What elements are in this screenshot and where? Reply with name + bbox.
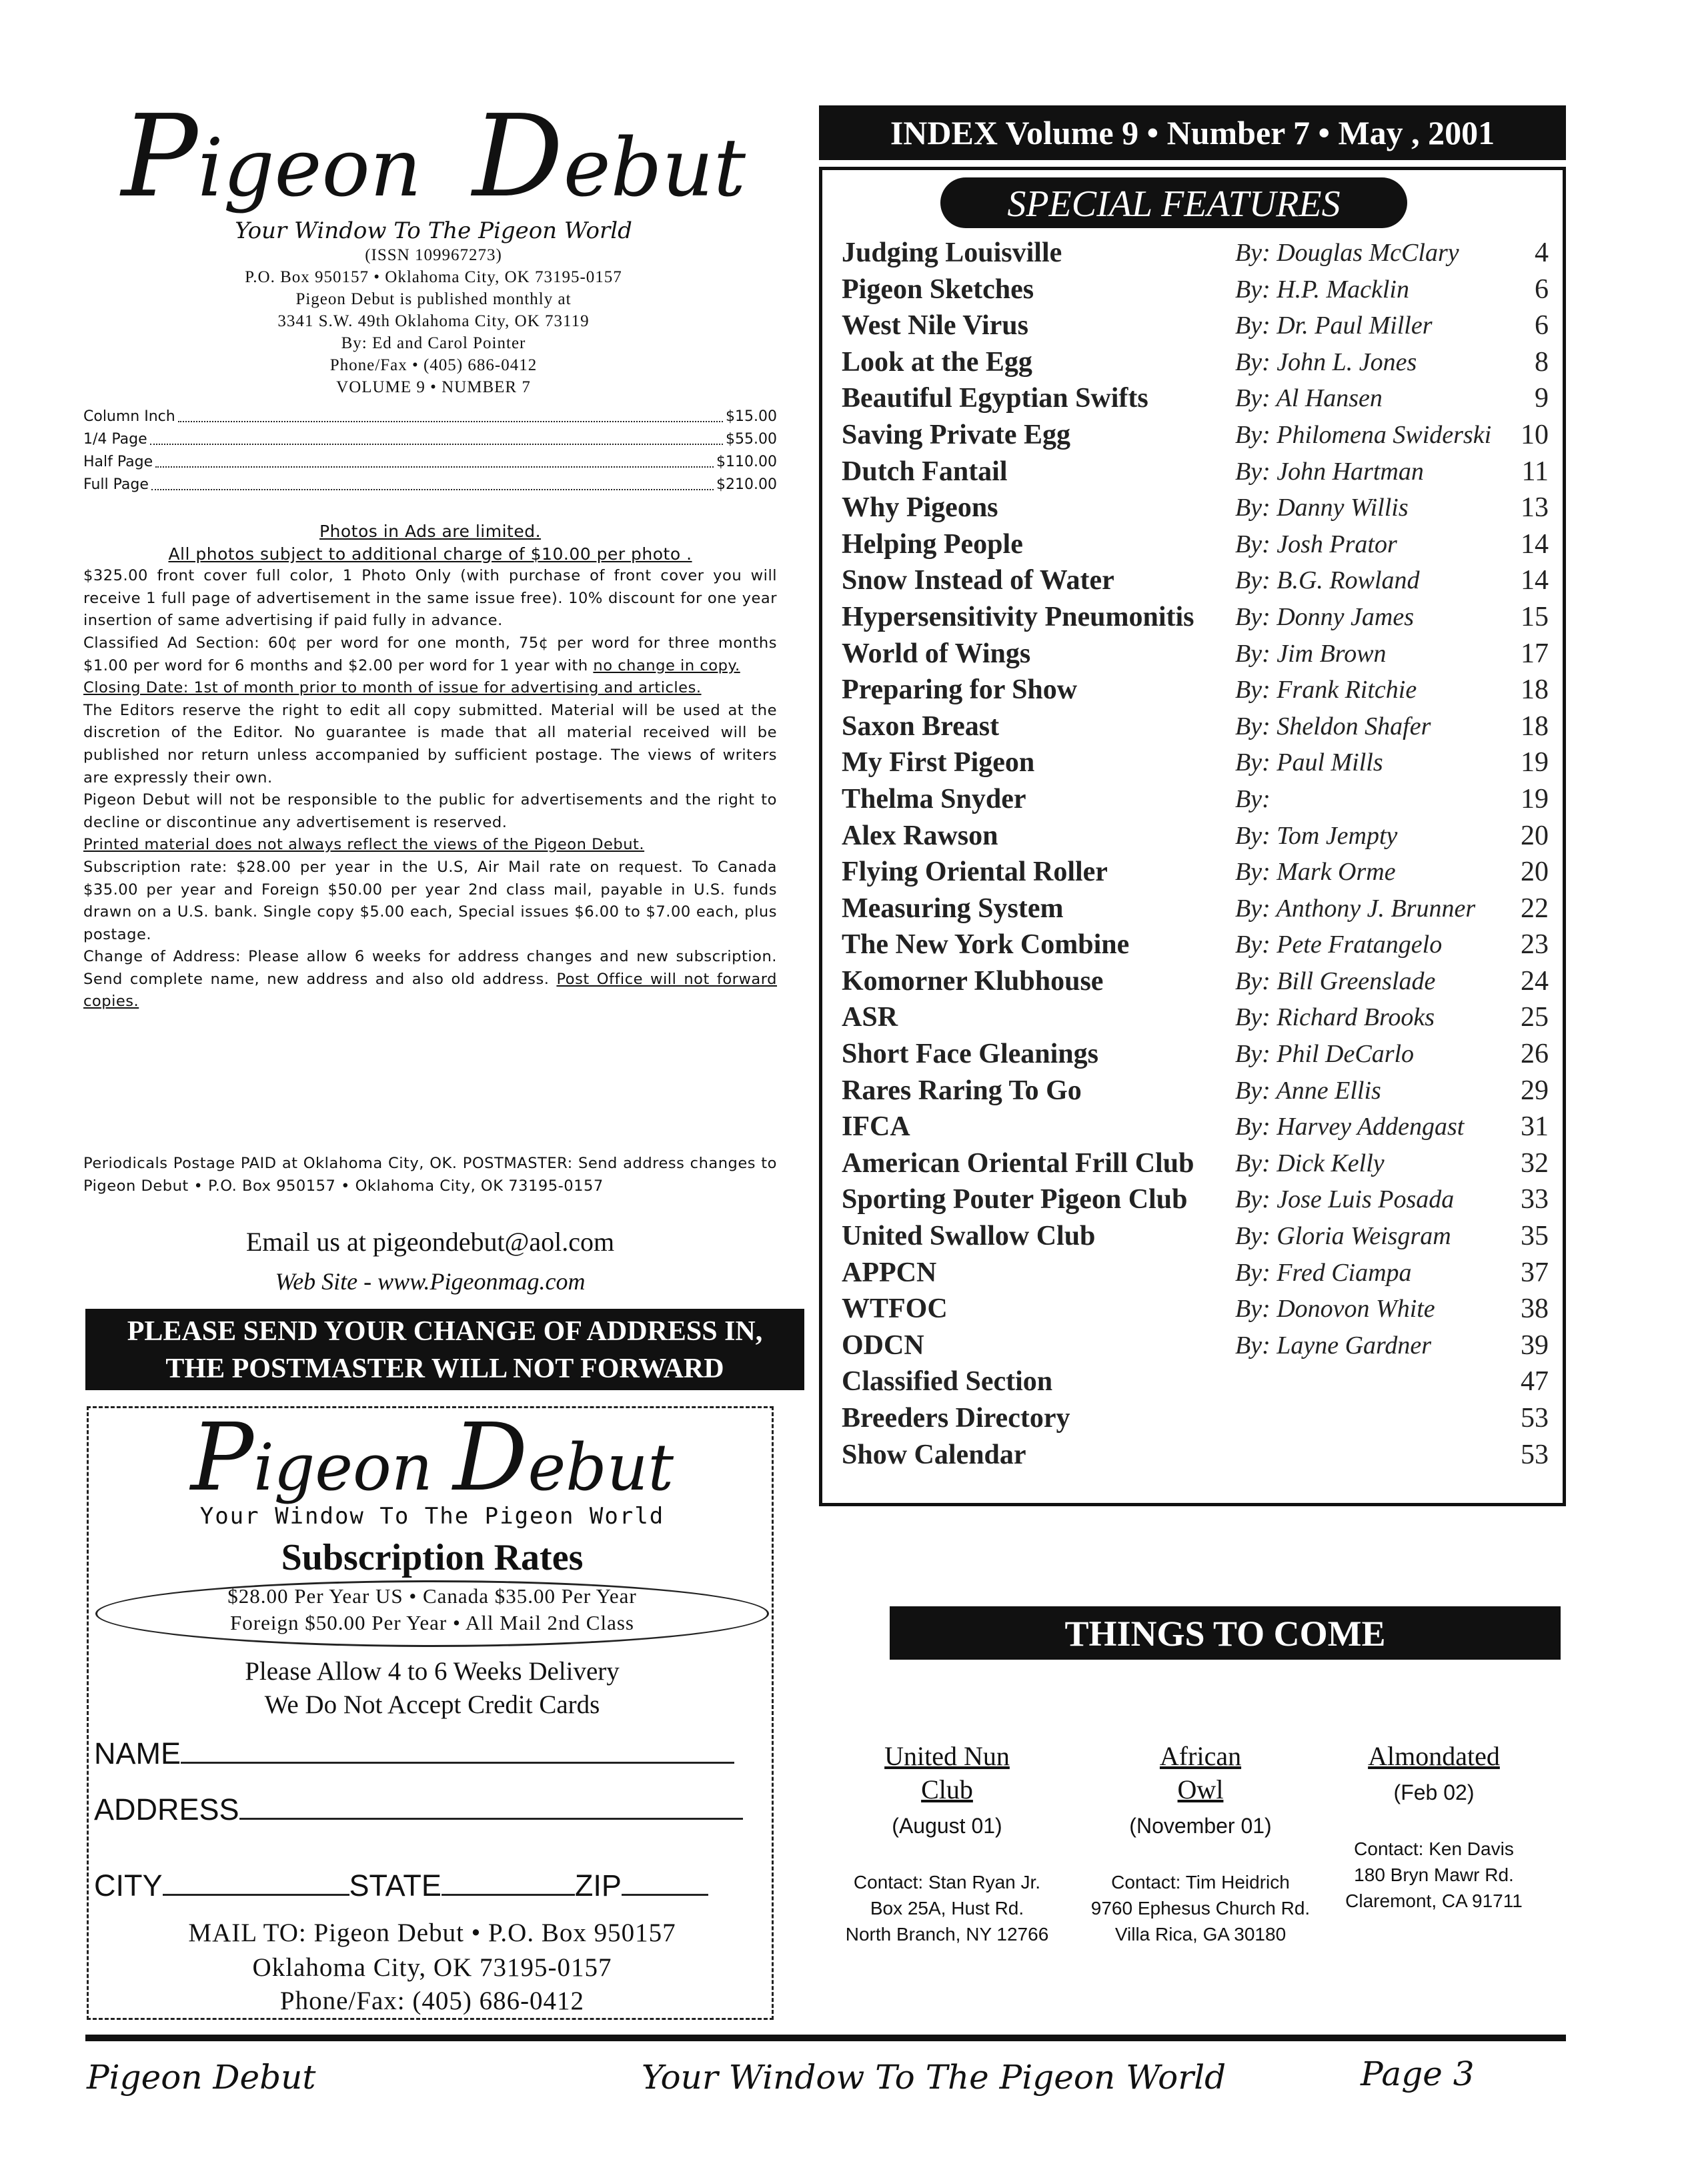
- article-author: By: John L. Jones: [1235, 348, 1417, 376]
- article-title: Breeders Directory: [842, 1403, 1070, 1434]
- article-title: Judging Louisville: [842, 237, 1062, 268]
- state-line[interactable]: [442, 1891, 575, 1896]
- footer-publication-name: Pigeon Debut: [87, 2058, 316, 2097]
- photo-charge-note: All photos subject to additional charge of $10.00 per photo .: [168, 544, 692, 564]
- index-entry: [842, 599, 1549, 636]
- name-field[interactable]: NAME: [94, 1736, 781, 1771]
- responsibility-note: Pigeon Debut will not be responsible to the public for advertisements and the right to decline or discontinue any advertisement is reserved.: [83, 791, 777, 831]
- photos-limited-note: Photos in Ads are limited.: [319, 522, 542, 541]
- article-page: 19: [1521, 747, 1549, 778]
- zip-line[interactable]: [622, 1891, 708, 1896]
- things-to-come-header: THINGS TO COME: [890, 1606, 1561, 1660]
- article-page: 23: [1521, 929, 1549, 961]
- index-entry: [842, 454, 1549, 490]
- coupon-logo: Pigeon Debut: [190, 1404, 674, 1512]
- article-page: 32: [1521, 1147, 1549, 1179]
- mail-to-line: MAIL TO: Pigeon Debut • P.O. Box 950157: [188, 1919, 676, 1947]
- street-address-line: 3341 S.W. 49th Oklahoma City, OK 73119: [277, 312, 590, 330]
- volume-line: VOLUME 9 • NUMBER 7: [336, 378, 531, 396]
- article-page: 13: [1521, 492, 1549, 524]
- article-author: By: Frank Ritchie: [1235, 676, 1417, 704]
- index-entry: [842, 891, 1549, 927]
- article-author: By: Mark Orme: [1235, 858, 1396, 887]
- article-author: By:: [1235, 784, 1271, 813]
- city-state-zip-field[interactable]: CITY STATE ZIP: [94, 1868, 781, 1903]
- po-box-line: P.O. Box 950157 • Oklahoma City, OK 73195-0157: [245, 268, 622, 286]
- rates-line-2: Foreign $50.00 Per Year • All Mail 2nd Class: [230, 1611, 634, 1634]
- article-title: Helping People: [842, 528, 1023, 560]
- index-entry: [842, 562, 1549, 599]
- article-author: By: Josh Prator: [1235, 530, 1397, 558]
- footer-tagline: Your Window To The Pigeon World: [641, 2058, 1226, 2097]
- ad-rate-row: Half Page $110.00: [83, 454, 777, 470]
- index-entry: [842, 1255, 1549, 1291]
- index-entry: [842, 854, 1549, 891]
- website-line: Web Site - www.Pigeonmag.com: [275, 1268, 586, 1295]
- article-page: 17: [1521, 638, 1549, 669]
- article-title: Look at the Egg: [842, 346, 1032, 378]
- ad-rate-row: Full Page $210.00: [83, 476, 777, 493]
- index-entry: [842, 417, 1549, 454]
- article-author: By: Dr. Paul Miller: [1235, 312, 1433, 340]
- article-author: By: Jim Brown: [1235, 639, 1387, 668]
- article-page: 14: [1521, 528, 1549, 560]
- article-title: Measuring System: [842, 893, 1064, 924]
- article-title: ASR: [842, 1002, 898, 1033]
- index-entry: [842, 708, 1549, 745]
- article-author: By: Donny James: [1235, 602, 1415, 631]
- article-title: WTFOC: [842, 1293, 948, 1325]
- index-header: INDEX Volume 9 • Number 7 • May , 2001: [819, 105, 1566, 160]
- advertising-policy-text: [83, 520, 777, 1013]
- address-field[interactable]: ADDRESS: [94, 1792, 781, 1827]
- article-page: 24: [1521, 965, 1549, 997]
- index-entry: [842, 308, 1549, 344]
- ad-rate-row: Column Inch $15.00: [83, 408, 777, 425]
- index-entry: [842, 380, 1549, 417]
- article-title: Short Face Gleanings: [842, 1039, 1098, 1070]
- article-author: By: Sheldon Shafer: [1235, 712, 1431, 740]
- index-entry: [842, 999, 1549, 1036]
- index-list: [842, 235, 1549, 1473]
- article-title: Sporting Pouter Pigeon Club: [842, 1184, 1188, 1215]
- article-page: 9: [1535, 383, 1549, 414]
- subscription-rates-heading: Subscription Rates: [281, 1537, 584, 1578]
- article-author: By: Richard Brooks: [1235, 1003, 1435, 1032]
- article-title: Komorner Klubhouse: [842, 965, 1104, 997]
- article-page: 25: [1521, 1002, 1549, 1033]
- publishers-line: By: Ed and Carol Pointer: [341, 334, 526, 352]
- article-author: By: B.G. Rowland: [1235, 566, 1420, 595]
- article-page: 10: [1521, 419, 1549, 450]
- article-page: 26: [1521, 1039, 1549, 1070]
- index-entry: [842, 781, 1549, 818]
- article-title: ODCN: [842, 1329, 924, 1361]
- pigeon-debut-logo: Pigeon Debut: [121, 91, 746, 223]
- article-author: By: Gloria Weisgram: [1235, 1222, 1451, 1251]
- phone-line: Phone/Fax • (405) 686-0412: [329, 356, 538, 374]
- article-title: West Nile Virus: [842, 310, 1028, 342]
- article-title: Preparing for Show: [842, 674, 1078, 706]
- article-page: 18: [1521, 674, 1549, 706]
- index-entry: [842, 271, 1549, 308]
- article-title: Alex Rawson: [842, 820, 998, 851]
- views-disclaimer: Printed material does not always reflect the views of the Pigeon Debut.: [83, 836, 645, 854]
- article-page: 6: [1535, 274, 1549, 305]
- address-line[interactable]: [239, 1815, 743, 1820]
- article-author: By: Douglas McClary: [1235, 239, 1459, 267]
- delivery-note: Please Allow 4 to 6 Weeks Delivery: [245, 1657, 620, 1686]
- index-entry: [842, 526, 1549, 563]
- editors-note: The Editors reserve the right to edit all copy submitted. Material will be used at the discretion of the Editor. No guarantee is made that all material received will be published nor return unless accompanied by sufficient postage. The views of writers are expressly their own.: [83, 701, 777, 786]
- article-author: By: Philomena Swiderski: [1235, 420, 1492, 449]
- article-author: By: Layne Gardner: [1235, 1331, 1432, 1359]
- article-author: By: Tom Jempty: [1235, 821, 1398, 850]
- article-author: By: Dick Kelly: [1235, 1149, 1385, 1177]
- article-author: By: Phil DeCarlo: [1235, 1040, 1415, 1069]
- article-author: By: H.P. Macklin: [1235, 275, 1409, 304]
- article-title: Flying Oriental Roller: [842, 857, 1108, 888]
- index-entry: [842, 1109, 1549, 1145]
- subscription-coupon: [87, 1406, 774, 2020]
- event-almondated: Almondated (Feb 02) Contact: Ken Davis 180 Bryn Mawr Rd. Claremont, CA 91711: [1345, 1741, 1523, 1911]
- masthead-tagline: Your Window To The Pigeon World: [235, 217, 632, 244]
- article-page: 18: [1521, 710, 1549, 742]
- article-title: American Oriental Frill Club: [842, 1147, 1194, 1179]
- ad-rate-row: 1/4 Page $55.00: [83, 431, 777, 448]
- article-page: 31: [1521, 1111, 1549, 1143]
- mail-city-line: Oklahoma City, OK 73195-0157: [252, 1953, 612, 1982]
- coupon-tagline: Your Window To The Pigeon World: [199, 1503, 665, 1530]
- article-page: 53: [1521, 1403, 1549, 1434]
- article-title: Beautiful Egyptian Swifts: [842, 383, 1148, 414]
- index-entry: [842, 235, 1549, 271]
- article-page: 20: [1521, 857, 1549, 888]
- article-page: 29: [1521, 1075, 1549, 1106]
- index-entry: [842, 1400, 1549, 1437]
- article-page: 33: [1521, 1184, 1549, 1215]
- article-title: Why Pigeons: [842, 492, 998, 524]
- article-author: By: Harvey Addengast: [1235, 1113, 1465, 1141]
- article-author: By: Anne Ellis: [1235, 1076, 1381, 1105]
- article-author: By: Anthony J. Brunner: [1235, 894, 1476, 923]
- article-page: 39: [1521, 1329, 1549, 1361]
- index-entry: [842, 344, 1549, 381]
- article-title: Saxon Breast: [842, 710, 1000, 742]
- article-page: 15: [1521, 601, 1549, 632]
- index-entry: [842, 636, 1549, 672]
- article-page: 8: [1535, 346, 1549, 378]
- article-author: By: Donovon White: [1235, 1295, 1435, 1323]
- article-author: By: Jose Luis Posada: [1235, 1185, 1455, 1214]
- rates-line-1: $28.00 Per Year US • Canada $35.00 Per Year: [227, 1584, 637, 1608]
- masthead: [87, 91, 780, 398]
- footer-rule: [85, 2035, 1566, 2041]
- article-page: 19: [1521, 783, 1549, 814]
- article-page: 38: [1521, 1293, 1549, 1325]
- index-entry: [842, 744, 1549, 781]
- article-title: Thelma Snyder: [842, 783, 1026, 814]
- periodicals-postage-note: Periodicals Postage PAID at Oklahoma City, OK. POSTMASTER: Send address changes to Pigeon Debut • P.O. Box 950157 • Oklahoma City, OK 73195-0157: [83, 1155, 777, 1195]
- special-features-heading: SPECIAL FEATURES: [940, 177, 1407, 228]
- article-page: 47: [1521, 1366, 1549, 1398]
- article-page: 53: [1521, 1439, 1549, 1470]
- subscription-rate-note: Subscription rate: $28.00 per year in the U.S, Air Mail rate on request. To Canada $35.00 per year and Foreign $50.00 per year 2nd class mail, payable in U.S. funds drawn on a U.S. bank. Single copy $5.00 each, Special issues $6.00 to $7.00 each, plus postage.: [83, 858, 777, 943]
- index-entry: [842, 1218, 1549, 1255]
- index-entry: [842, 927, 1549, 963]
- article-title: United Swallow Club: [842, 1221, 1096, 1252]
- article-page: 6: [1535, 310, 1549, 342]
- event-african-owl: African Owl (November 01) Contact: Tim Heidrich 9760 Ephesus Church Rd. Villa Rica, GA 30180: [1090, 1741, 1311, 1945]
- classified-note: Classified Ad Section: 60¢ per word for one month, 75¢ per word for three months $1.00 per word for 6 months and $2.00 per word for 1 year with no change in copy.: [83, 634, 777, 674]
- index-entry: [842, 1291, 1549, 1327]
- article-title: Saving Private Egg: [842, 419, 1070, 450]
- event-united-nun-club: United Nun Club (August 01) Contact: Stan Ryan Jr. Box 25A, Hust Rd. North Branch, NY 12766: [845, 1741, 1049, 1945]
- index-entry: [842, 1073, 1549, 1109]
- article-title: Hypersensitivity Pneumonitis: [842, 601, 1194, 632]
- index-entry: [842, 1181, 1549, 1218]
- issn-line: (ISSN 109967273): [365, 246, 502, 264]
- email-contact: Email us at pigeondebut@aol.com: [245, 1227, 615, 1257]
- article-author: By: Paul Mills: [1235, 748, 1383, 777]
- coupon-phone-line: Phone/Fax: (405) 686-0412: [279, 1987, 585, 2015]
- article-title: My First Pigeon: [842, 747, 1035, 778]
- index-entry: [842, 1437, 1549, 1474]
- index-entry: [842, 1145, 1549, 1182]
- index-entry: [842, 1363, 1549, 1400]
- article-title: The New York Combine: [842, 929, 1130, 961]
- article-page: 22: [1521, 893, 1549, 924]
- article-title: World of Wings: [842, 638, 1031, 669]
- article-page: 20: [1521, 820, 1549, 851]
- article-title: Rares Raring To Go: [842, 1075, 1082, 1106]
- postmaster-banner: PLEASE SEND YOUR CHANGE OF ADDRESS IN, THE POSTMASTER WILL NOT FORWARD: [85, 1309, 804, 1390]
- article-page: 14: [1521, 565, 1549, 596]
- article-author: By: Bill Greenslade: [1235, 967, 1436, 995]
- front-cover-note: $325.00 front cover full color, 1 Photo Only (with purchase of front cover you will receive 1 full page of advertisement in the same issue free). 10% discount for one year insertion of same advertising if paid fully in advance.: [83, 567, 777, 630]
- article-title: Classified Section: [842, 1366, 1053, 1398]
- index-entry: [842, 1036, 1549, 1073]
- page-number: Page 3: [1361, 2055, 1475, 2093]
- article-author: By: Danny Willis: [1235, 494, 1409, 522]
- article-page: 35: [1521, 1221, 1549, 1252]
- published-line: Pigeon Debut is published monthly at: [295, 290, 572, 308]
- city-line[interactable]: [163, 1891, 349, 1896]
- index-entry: [842, 1327, 1549, 1364]
- article-page: 11: [1521, 456, 1549, 487]
- index-entry: [842, 490, 1549, 526]
- article-author: By: Pete Fratangelo: [1235, 931, 1443, 959]
- article-title: Snow Instead of Water: [842, 565, 1114, 596]
- article-title: IFCA: [842, 1111, 910, 1143]
- index-entry: [842, 672, 1549, 708]
- article-author: By: Fred Ciampa: [1235, 1258, 1412, 1287]
- article-page: 37: [1521, 1257, 1549, 1288]
- article-author: By: John Hartman: [1235, 457, 1424, 486]
- name-line[interactable]: [181, 1759, 734, 1764]
- article-author: By: Al Hansen: [1235, 384, 1383, 413]
- article-page: 4: [1535, 237, 1549, 268]
- article-title: Dutch Fantail: [842, 456, 1008, 487]
- article-title: Show Calendar: [842, 1439, 1026, 1470]
- article-title: Pigeon Sketches: [842, 274, 1034, 305]
- index-entry: [842, 818, 1549, 855]
- index-entry: [842, 963, 1549, 1000]
- credit-card-note: We Do Not Accept Credit Cards: [264, 1690, 600, 1719]
- article-title: APPCN: [842, 1257, 937, 1288]
- change-of-address-note: Change of Address: Please allow 6 weeks for address changes and new subscription. Send complete name, new address and also old address. Post Office will not forward copies.: [83, 948, 778, 1011]
- closing-date-note: Closing Date: 1st of month prior to month of issue for advertising and articles.: [83, 679, 702, 697]
- ad-rates-table: [83, 406, 777, 496]
